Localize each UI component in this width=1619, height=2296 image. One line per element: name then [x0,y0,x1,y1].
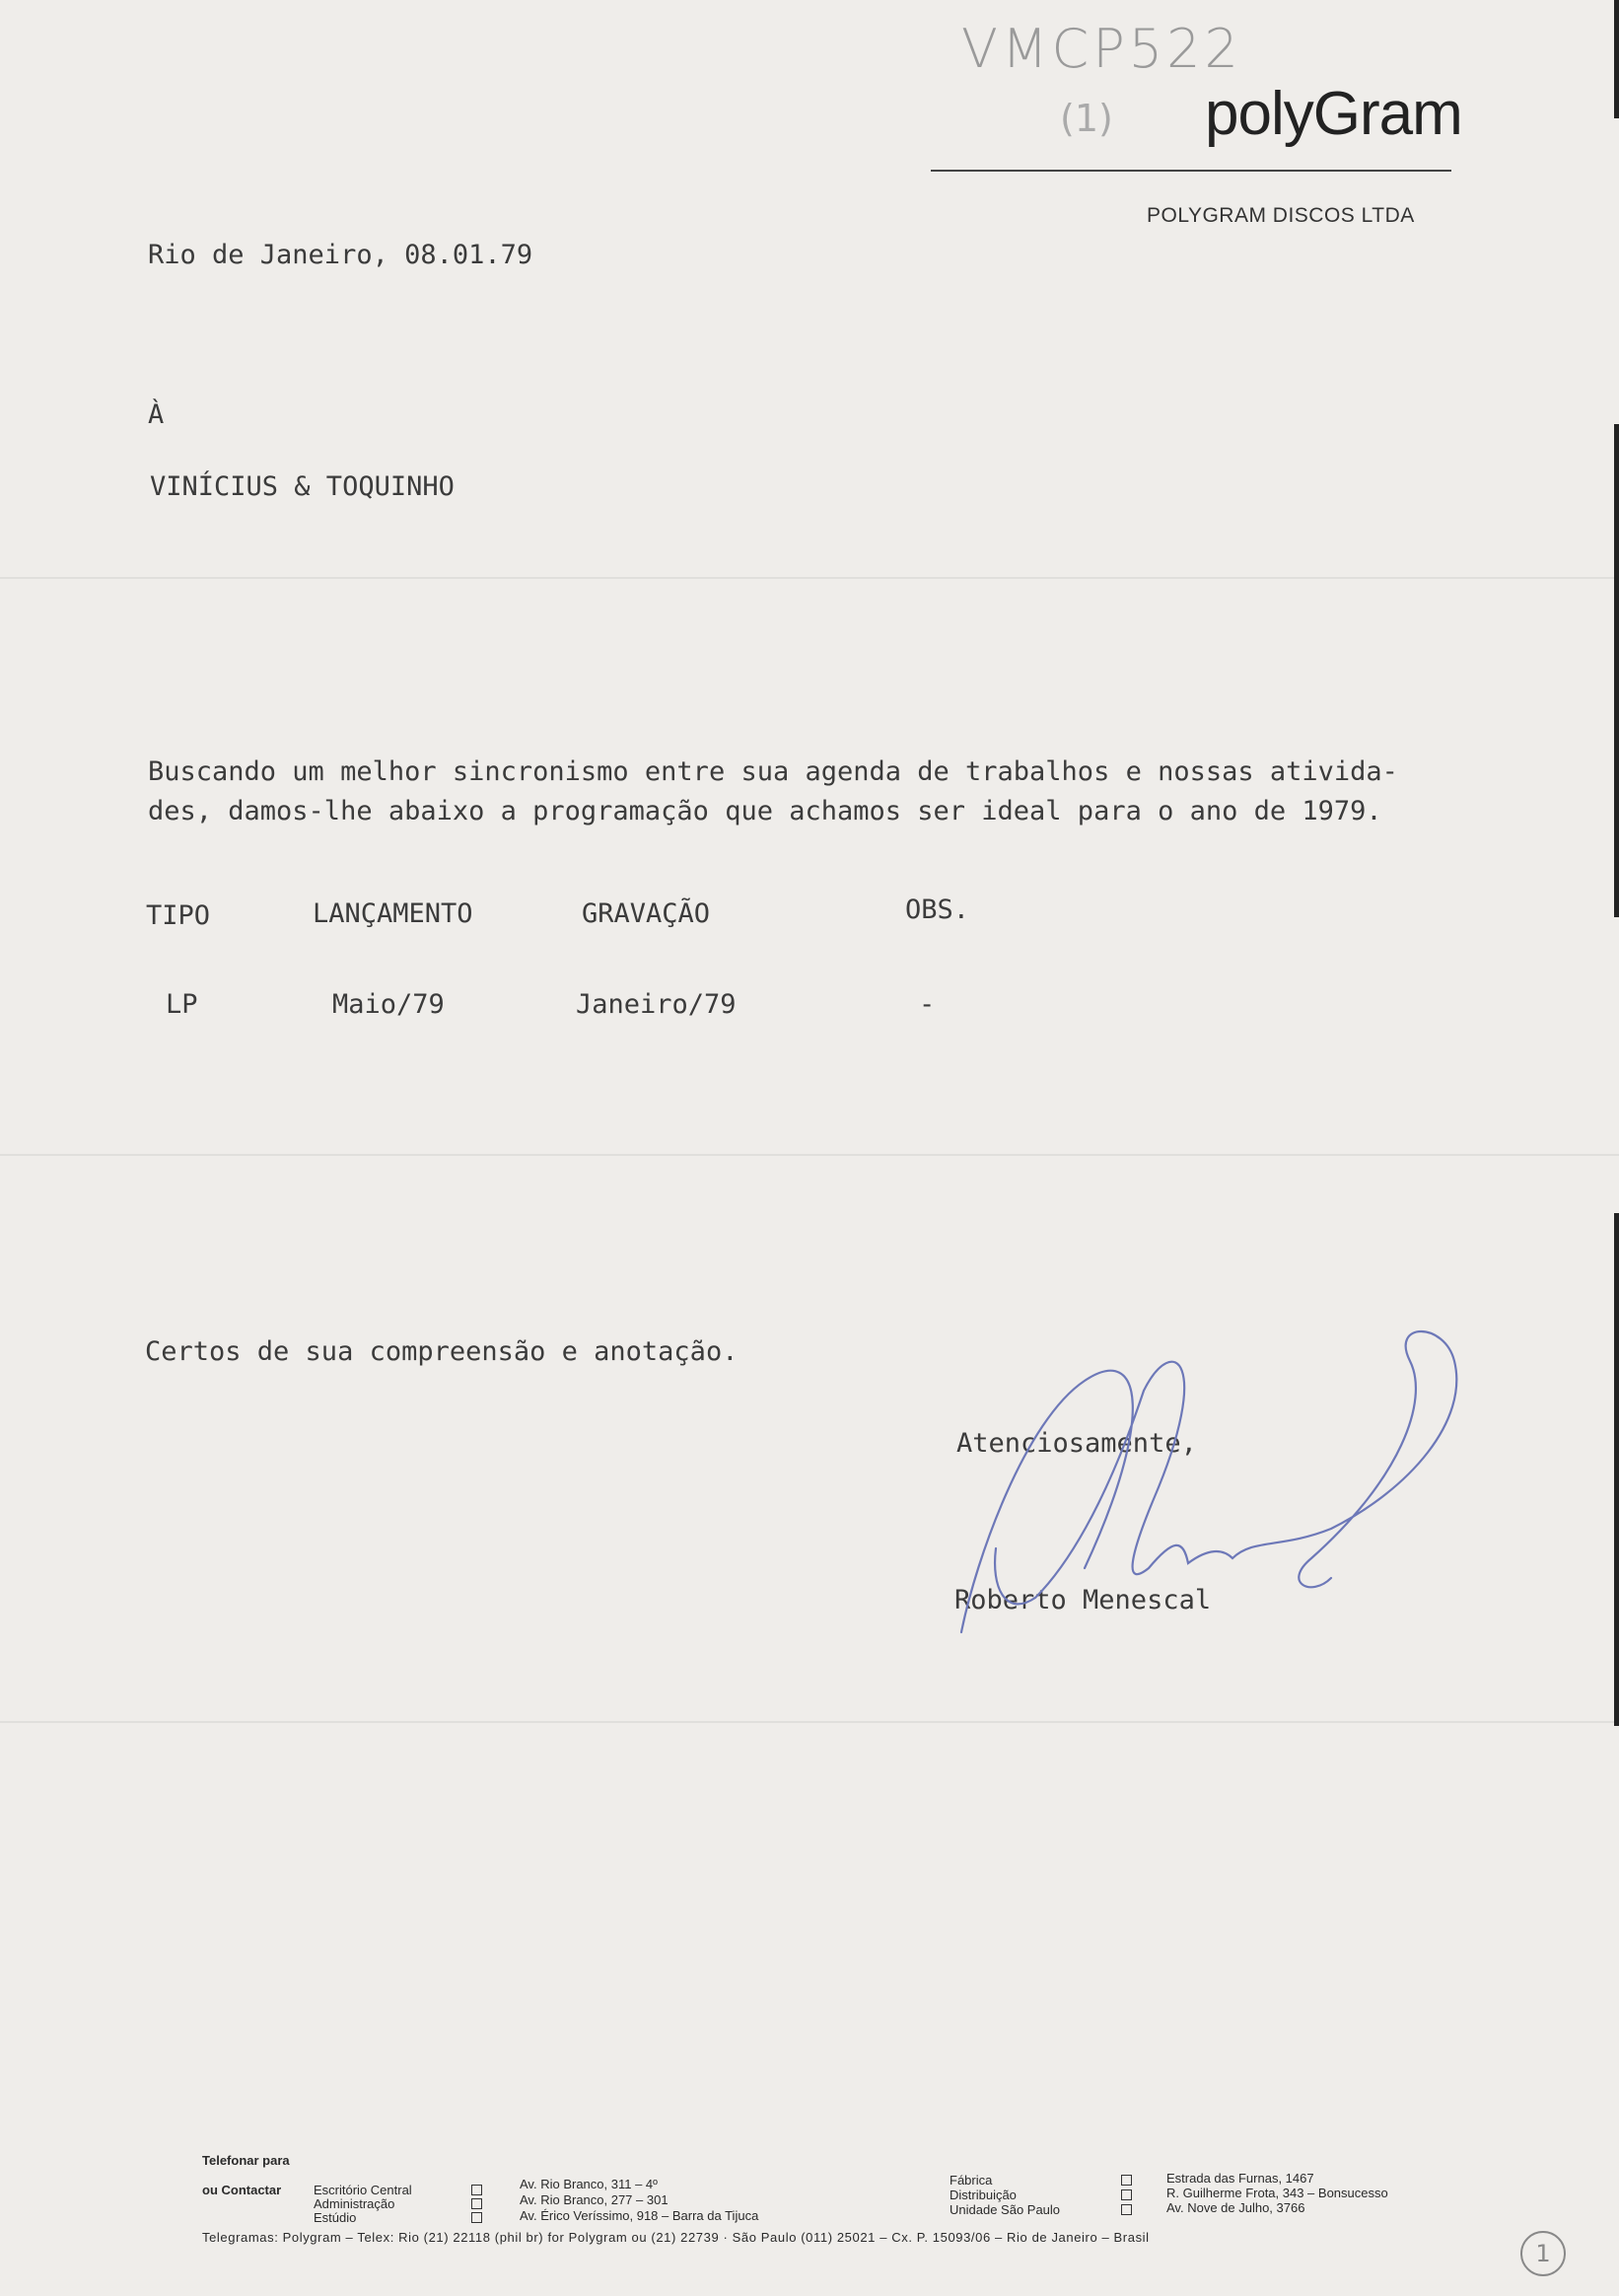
facility-address: Av. Nove de Julho, 3766 [1166,2200,1305,2215]
telegram-line: Telegramas: Polygram – Telex: Rio (21) 22118 (phil br) for Polygram ou (21) 22739 · São Paulo (011) 25021 – Cx. P. 15093/06 – Rio de Janeiro – Brasil [202,2230,1150,2245]
page-number: 1 [1520,2231,1566,2276]
table-cell-gravacao: Janeiro/79 [576,989,737,1020]
footer-office-row [314,2196,394,2211]
checkbox [1121,2204,1132,2215]
scan-edge [1614,424,1619,917]
office-address: Av. Rio Branco, 311 – 4º [520,2177,658,2191]
office-address: Av. Érico Veríssimo, 918 – Barra da Tijuca [520,2208,759,2223]
closing-line: Certos de sua compreensão e anotação. [145,1336,739,1367]
footer-contact-label: ou Contactar [202,2183,282,2197]
footer-call-label: Telefonar para [202,2153,290,2168]
checkbox [471,2212,482,2223]
signer-name: Roberto Menescal [954,1585,1212,1615]
company-name: POLYGRAM DISCOS LTDA [1147,204,1415,227]
table-cell-tipo: LP [166,989,198,1020]
fold-line [0,1721,1619,1723]
date-line: Rio de Janeiro, 08.01.79 [148,240,533,270]
signature-mark [937,1302,1489,1657]
checkbox [471,2198,482,2209]
table-cell-obs: - [919,989,936,1020]
handwritten-number: (1) [1060,97,1113,140]
handwritten-reference: VMCP522 [961,18,1242,80]
fold-line [0,1154,1619,1156]
scan-edge [1614,0,1619,118]
office-name: Administração [314,2196,395,2211]
footer-office-row [314,2210,356,2225]
facility-name: Unidade São Paulo [950,2202,1061,2217]
checkbox [1121,2189,1132,2200]
footer-office-row [314,2183,412,2197]
recipient: VINÍCIUS & TOQUINHO [150,471,455,502]
office-name: Escritório Central [314,2183,412,2197]
facility-name: Fábrica [950,2173,993,2188]
facility-address: Estrada das Furnas, 1467 [1166,2171,1314,2186]
checkbox [471,2185,482,2195]
table-header-gravacao: GRAVAÇÃO [582,898,711,929]
table-header-obs: OBS. [905,895,970,925]
letterhead-rule [931,170,1451,172]
fold-line [0,577,1619,579]
table-cell-lancamento: Maio/79 [332,989,445,1020]
body-line-2: des, damos-lhe abaixo a programação que achamos ser ideal para o ano de 1979. [148,796,1382,826]
facility-address: R. Guilherme Frota, 343 – Bonsucesso [1166,2186,1388,2200]
addressee-prefix: À [148,399,165,430]
polygram-logo: polyGram [1205,80,1462,148]
office-name: Estúdio [314,2210,357,2225]
salutation: Atenciosamente, [956,1428,1197,1459]
scan-edge [1614,1213,1619,1726]
checkbox [1121,2175,1132,2186]
table-header-lancamento: LANÇAMENTO [313,898,473,929]
table-header-tipo: TIPO [146,900,211,931]
facility-name: Distribuição [950,2188,1017,2202]
office-address: Av. Rio Branco, 277 – 301 [520,2192,669,2207]
body-line-1: Buscando um melhor sincronismo entre sua agenda de trabalhos e nossas ativida- [148,756,1398,787]
